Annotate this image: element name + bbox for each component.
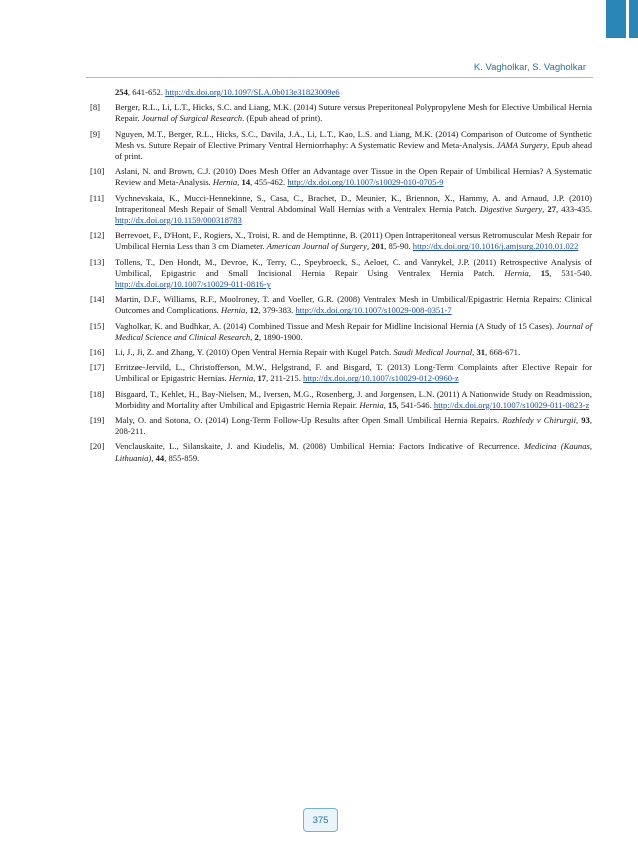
reference-text-part: , 541-546. xyxy=(396,399,434,410)
reference-journal: Rozhledy v Chirurgii xyxy=(502,415,576,426)
reference-volume: 2 xyxy=(254,331,259,342)
reference-journal: Hernia xyxy=(228,373,254,384)
reference-volume: 201 xyxy=(371,241,385,252)
reference-item xyxy=(90,321,592,343)
reference-item xyxy=(90,193,592,227)
reference-text-part: Maly, O. and Sotona, O. (2014) Long-Term Follow-Up Results after Open Small Umbilical Hernia Repairs. xyxy=(115,415,503,426)
reference-text xyxy=(115,362,592,384)
reference-text-part: , 855-859. xyxy=(164,452,200,463)
reference-text-part: Erritzøe-Jervild, L., Christofferson, M.W., Helgstrand, F. and Bisgard, T. (2013) Long-Term Complaints after Elective Repair for Umbilical or Epigastric Hernias. xyxy=(115,362,592,384)
reference-journal: Journal of Surgical Research xyxy=(141,113,243,124)
reference-number: [14] xyxy=(90,294,105,305)
reference-doi-link[interactable]: http://dx.doi.org/10.1007/s10029-012-0960-z xyxy=(303,373,459,384)
reference-item xyxy=(90,441,592,463)
reference-doi-link[interactable]: http://dx.doi.org/10.1007/s10029-011-0823-z xyxy=(433,399,590,410)
reference-doi-link[interactable]: http://dx.doi.org/10.1159/000318783 xyxy=(115,215,242,226)
reference-text-part: , 433-435. xyxy=(556,203,593,214)
reference-number: [15] xyxy=(90,320,105,331)
reference-number: [20] xyxy=(90,441,105,452)
reference-doi-link[interactable]: http://dx.doi.org/10.1016/j.amjsurg.2010.01.022 xyxy=(412,241,579,252)
reference-text-part: Aslani, N. and Brown, C.J. (2010) Does Mesh Offer an Advantage over Tissue in the Open Repair of Umbilical Hernias? A Systematic Review and Meta-Analysis. xyxy=(115,166,592,188)
reference-number: [12] xyxy=(90,230,105,241)
reference-number: [9] xyxy=(90,128,101,139)
reference-text-part: . (Epub ahead of print). xyxy=(242,113,323,124)
page-number: 375 xyxy=(312,814,329,826)
edge-tab xyxy=(606,0,638,38)
reference-text-part: , xyxy=(253,373,258,384)
reference-text-part: Berger, R.L., Li, L.T., Hicks, S.C. and Liang, M.K. (2014) Suture versus Preperitoneal Polypropylene Mesh for Elective Umbilical Hernia Repair. xyxy=(115,102,592,124)
reference-text-part: Vagholkar, K. and Budhkar, A. (2014) Combined Tissue and Mesh Repair for Midline Incisional Hernia (A Study of 15 Cases). xyxy=(115,320,557,331)
reference-item xyxy=(90,347,592,358)
reference-volume: 15 xyxy=(388,399,397,410)
header-rule xyxy=(86,77,593,78)
reference-number: [19] xyxy=(90,415,105,426)
edge-tab-gap xyxy=(626,0,629,38)
reference-text-part: Venclauskaite, L., Silanskaite, J. and Kiudelis, M. (2008) Umbilical Hernia: Factors Indicative of Recurrence. xyxy=(115,441,524,452)
reference-text xyxy=(115,257,592,291)
reference-item xyxy=(90,389,592,411)
reference-text xyxy=(115,415,592,437)
reference-text xyxy=(115,102,592,124)
reference-item xyxy=(90,166,592,188)
reference-text xyxy=(115,129,592,163)
reference-volume: 27 xyxy=(547,203,556,214)
reference-volume: 93 xyxy=(581,415,590,426)
reference-number: [11] xyxy=(90,192,104,203)
reference-journal: Hernia xyxy=(220,305,246,316)
reference-text-part: , 455-462. xyxy=(250,177,288,188)
reference-item xyxy=(90,129,592,163)
reference-item xyxy=(90,362,592,384)
reference-text xyxy=(115,230,592,252)
page-number-badge xyxy=(303,808,338,832)
reference-text-part: , xyxy=(528,267,541,278)
reference-text xyxy=(115,321,592,343)
reference-item xyxy=(90,415,592,437)
reference-text-part: Nguyen, M.T., Berger, R.L., Hicks, S.C., Davila, J.A., Li, L.T., Kao, L.S. and Liang, M.K. (2014) Comparison of Outcome of Synthetic Mesh vs. Suture Repair of Elective Primary Ventral Herniorrhaphy: A Systematic Review and Meta-Analysis. xyxy=(115,128,592,150)
reference-number: [18] xyxy=(90,388,105,399)
reference-text-part: , xyxy=(151,452,156,463)
reference-item xyxy=(90,294,592,316)
reference-journal: Saudi Medical Journal xyxy=(393,347,473,358)
reference-journal: Hernia xyxy=(212,177,238,188)
reference-doi-link[interactable]: http://dx.doi.org/10.1007/s10029-008-0351-7 xyxy=(295,305,452,316)
reference-text-part: , 668-671. xyxy=(485,347,521,358)
reference-text-part: Berrevoet, F., D'Hont, F., Rogiers, X., Troisi, R. and de Hemptinne, B. (2011) Open Intraperitoneal versus Retromuscular Mesh Repair for Umbilical Hernia Less than 3 cm Diameter. xyxy=(115,230,592,252)
reference-volume: 14 xyxy=(241,177,251,188)
reference-journal: Hernia xyxy=(359,399,384,410)
reference-text-part: , xyxy=(542,203,548,214)
reference-text-part: , xyxy=(575,415,582,426)
reference-journal: American Journal of Surgery xyxy=(266,241,367,252)
reference-number: [10] xyxy=(90,166,105,177)
reference-journal: Digestive Surgery xyxy=(479,203,543,214)
lead-doi-link[interactable]: http://dx.doi.org/10.1097/SLA.0b013e31823009e6 xyxy=(165,87,340,97)
reference-text xyxy=(115,166,592,188)
reference-text xyxy=(115,389,592,411)
reference-doi-link[interactable]: http://dx.doi.org/10.1007/s10029-011-0816-y xyxy=(115,279,271,290)
reference-text-part: , xyxy=(245,305,250,316)
reference-volume: 12 xyxy=(249,305,259,316)
lead-volume: 254 xyxy=(115,87,128,97)
reference-item xyxy=(90,257,592,291)
reference-journal: Medicina (Kaunas, Lithuania) xyxy=(115,441,592,463)
reference-text xyxy=(115,294,592,316)
reference-text-part: , 379-383. xyxy=(258,305,296,316)
reference-text-part: Tollens, T., Den Hondt, M., Devroe, K., Terry, C., Speybroeck, S., Aeloet, C. and Vanrykel, J.P. (2011) Retrospective Analysis of Umbilical, Epigastric and Small Incisional Hernia Repair Using Ventralex Hernia Patch. xyxy=(115,256,592,278)
reference-journal: JAMA Surgery xyxy=(496,139,548,150)
reference-entries xyxy=(90,102,592,464)
reference-text-part: Vychnevskaia, K., Mucci-Hennekinne, S., Casa, C., Brachet, D., Meunier, K., Briennon, X., Hammy, A. and Arnaud, J.P. (2010) Intraperitoneal Mesh Repair of Small Ventral Abdominal Wall Hernias with a Ventralex Hernia Patch. xyxy=(115,192,592,214)
lead-pages: , 641-652. xyxy=(127,87,166,97)
reference-text xyxy=(115,193,592,227)
reference-text-part: , xyxy=(237,177,242,188)
reference-text-part: , 1890-1900. xyxy=(258,331,303,342)
reference-text-part: , 211-215. xyxy=(266,373,304,384)
reference-item xyxy=(90,230,592,252)
reference-text-part: , xyxy=(383,399,389,410)
running-header-authors: K. Vagholkar, S. Vagholkar xyxy=(473,62,586,73)
reference-item xyxy=(90,102,592,124)
reference-text xyxy=(115,441,592,463)
reference-journal: Hernia xyxy=(504,267,529,278)
reference-number: [17] xyxy=(90,362,105,373)
reference-volume: 17 xyxy=(257,373,267,384)
reference-text-part: , xyxy=(366,241,372,252)
reference-text-part: , xyxy=(472,347,477,358)
reference-number: [8] xyxy=(90,102,101,113)
reference-text-part: Li, J., Ji, Z. and Zhang, Y. (2010) Open Ventral Hernia Repair with Kugel Patch. xyxy=(115,347,394,358)
reference-text-part: , 531-540. xyxy=(549,267,592,278)
reference-text-part: Martin, D.F., Williams, R.F., Moolroney, T. and Voeller, G.R. (2008) Ventralex Mesh in Umbilical/Epigastric Hernia Repairs: Clinical Outcomes and Complications. xyxy=(115,294,592,316)
reference-list xyxy=(90,87,592,468)
reference-journal: Journal of Medical Science and Clinical Research xyxy=(115,320,592,342)
reference-text-part: , xyxy=(250,331,255,342)
reference-continuation xyxy=(90,87,592,98)
reference-text xyxy=(115,347,592,358)
reference-text-part: , 85-90. xyxy=(384,241,413,252)
reference-volume: 31 xyxy=(476,347,486,358)
reference-volume: 15 xyxy=(540,267,550,278)
reference-volume: 44 xyxy=(155,452,165,463)
reference-doi-link[interactable]: http://dx.doi.org/10.1007/s10029-010-0705-9 xyxy=(287,177,444,188)
reference-number: [16] xyxy=(90,347,105,358)
reference-text-part: , 208-211. xyxy=(115,415,592,437)
reference-number: [13] xyxy=(90,256,105,267)
reference-text-part: , Epub ahead of print. xyxy=(115,139,592,162)
reference-text-part: Bisgaard, T., Kehlet, H., Bay-Nielsen, M., Iversen, M.G., Rosenberg, J. and Jorgensen, L.N. (2011) A Nationwide Study on Readmission, Morbidity and Mortality after Umbilical and Epigastric Hernia Repair. xyxy=(115,388,592,410)
